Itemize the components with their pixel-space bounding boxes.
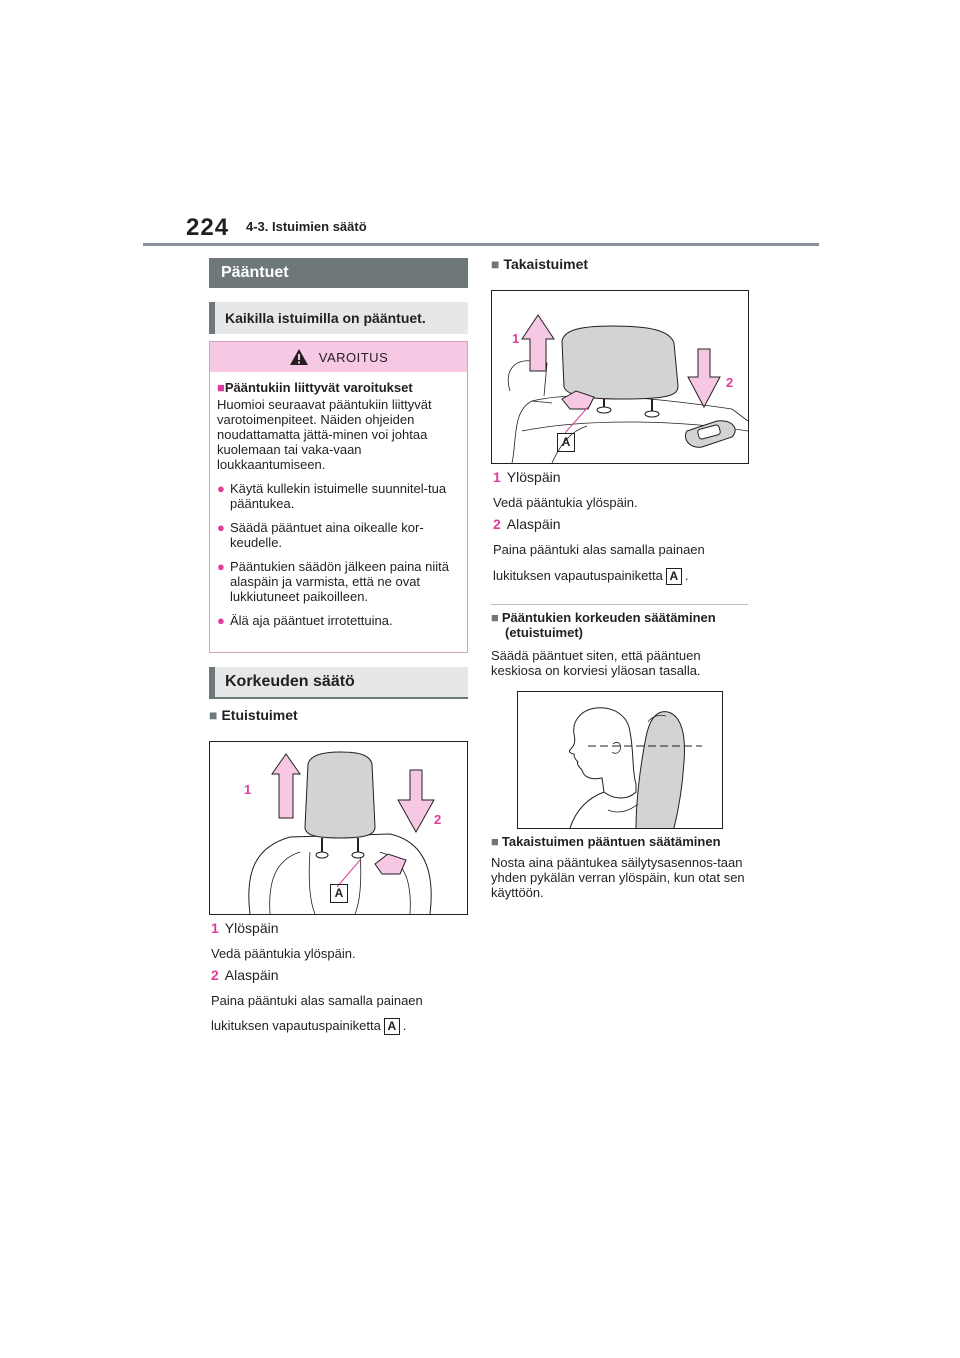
divider bbox=[491, 604, 748, 605]
chapter-title: 4-3. Istuimien säätö bbox=[246, 219, 367, 234]
front-step-1-desc: Vedä pääntukia ylöspäin. bbox=[211, 946, 356, 961]
release-button-label: A bbox=[384, 1018, 400, 1035]
warning-box bbox=[209, 341, 468, 653]
rear-seats-heading: ■ Takaistuimet bbox=[491, 256, 589, 272]
rear-headrest-illustration bbox=[491, 290, 749, 464]
release-button-label: A bbox=[666, 568, 682, 585]
square-bullet-icon: ■ bbox=[209, 707, 218, 723]
rear-step-2: 2 Alaspäin bbox=[493, 516, 561, 532]
front-height-adjust-text: Säädä pääntuet siten, että pääntuen keskiosa on korviesi yläosan tasalla. bbox=[491, 648, 701, 678]
dot-bullet-icon: ● bbox=[217, 559, 225, 574]
warning-header bbox=[210, 342, 467, 372]
section-title: Pääntuet bbox=[209, 258, 468, 288]
warning-icon bbox=[289, 348, 309, 366]
front-step-2: 2 Alaspäin bbox=[211, 967, 279, 983]
dot-bullet-icon: ● bbox=[217, 520, 225, 535]
front-step-1: 1 Ylöspäin bbox=[211, 920, 279, 936]
warning-bullet: ● Älä aja pääntuet irrotettuina. bbox=[217, 613, 393, 628]
front-step-2-desc-line2: lukituksen vapautuspainiketta A . bbox=[211, 1018, 407, 1034]
rear-step-2-desc-line2: lukituksen vapautuspainiketta A . bbox=[493, 568, 689, 584]
dot-bullet-icon: ● bbox=[217, 613, 225, 628]
warning-bullet: ● Pääntukien säädön jälkeen paina niitä alaspäin ja varmista, että ne ovat lukkiutuneet paikoilleen. bbox=[217, 559, 450, 604]
square-bullet-icon: ■ bbox=[491, 610, 499, 625]
head-position-illustration bbox=[517, 691, 723, 829]
page-number: 224 bbox=[186, 214, 230, 241]
figure-label-1: 1 bbox=[512, 331, 520, 346]
dot-bullet-icon: ● bbox=[217, 481, 225, 496]
square-bullet-icon: ■ bbox=[217, 380, 225, 395]
rear-step-1: 1 Ylöspäin bbox=[493, 469, 561, 485]
warning-bullet: ● Säädä pääntuet aina oikealle kor-keudelle. bbox=[217, 520, 424, 550]
figure-label-1: 1 bbox=[244, 782, 252, 797]
header-rule bbox=[143, 243, 819, 246]
head-position-drawing bbox=[518, 692, 722, 828]
rear-step-1-desc: Vedä pääntukia ylöspäin. bbox=[493, 495, 638, 510]
square-bullet-icon: ■ bbox=[491, 256, 500, 272]
figure-label-2: 2 bbox=[726, 375, 734, 390]
front-step-2-desc: Paina pääntuki alas samalla painaen bbox=[211, 993, 423, 1008]
front-height-adjust-heading: ■ Pääntukien korkeuden säätäminen (etuistuimet) bbox=[491, 610, 716, 640]
figure-label-a: A bbox=[557, 433, 575, 452]
height-adjust-title: Korkeuden säätö bbox=[209, 667, 468, 699]
warning-bullet: ● Käytä kullekin istuimelle suunnitel-tua pääntukea. bbox=[217, 481, 447, 511]
warning-text: Huomioi seuraavat pääntukiin liittyvät varotoimenpiteet. Näiden ohjeiden noudattamatta jättä-minen voi johtaa kuolemaan tai vaka-vaan loukkaantumiseen. bbox=[217, 397, 432, 472]
warning-title: ■Pääntukiin liittyvät varoitukset bbox=[217, 380, 413, 395]
front-headrest-illustration bbox=[209, 741, 468, 915]
intro-bar: Kaikilla istuimilla on pääntuet. bbox=[209, 302, 468, 334]
figure-label-2: 2 bbox=[434, 812, 442, 827]
warning-label: VAROITUS bbox=[318, 349, 389, 365]
rear-step-2-desc: Paina pääntuki alas samalla painaen bbox=[493, 542, 705, 557]
square-bullet-icon: ■ bbox=[491, 834, 499, 849]
rear-height-adjust-heading: ■ Takaistuimen pääntuen säätäminen bbox=[491, 834, 721, 849]
front-seats-heading: ■ Etuistuimet bbox=[209, 707, 298, 723]
rear-height-adjust-text: Nosta aina pääntukea säilytysasennos-taan yhden pykälän verran ylöspäin, kun otat sen käyttöön. bbox=[491, 855, 745, 900]
rear-seat-drawing bbox=[492, 291, 748, 463]
figure-label-a: A bbox=[330, 884, 348, 903]
